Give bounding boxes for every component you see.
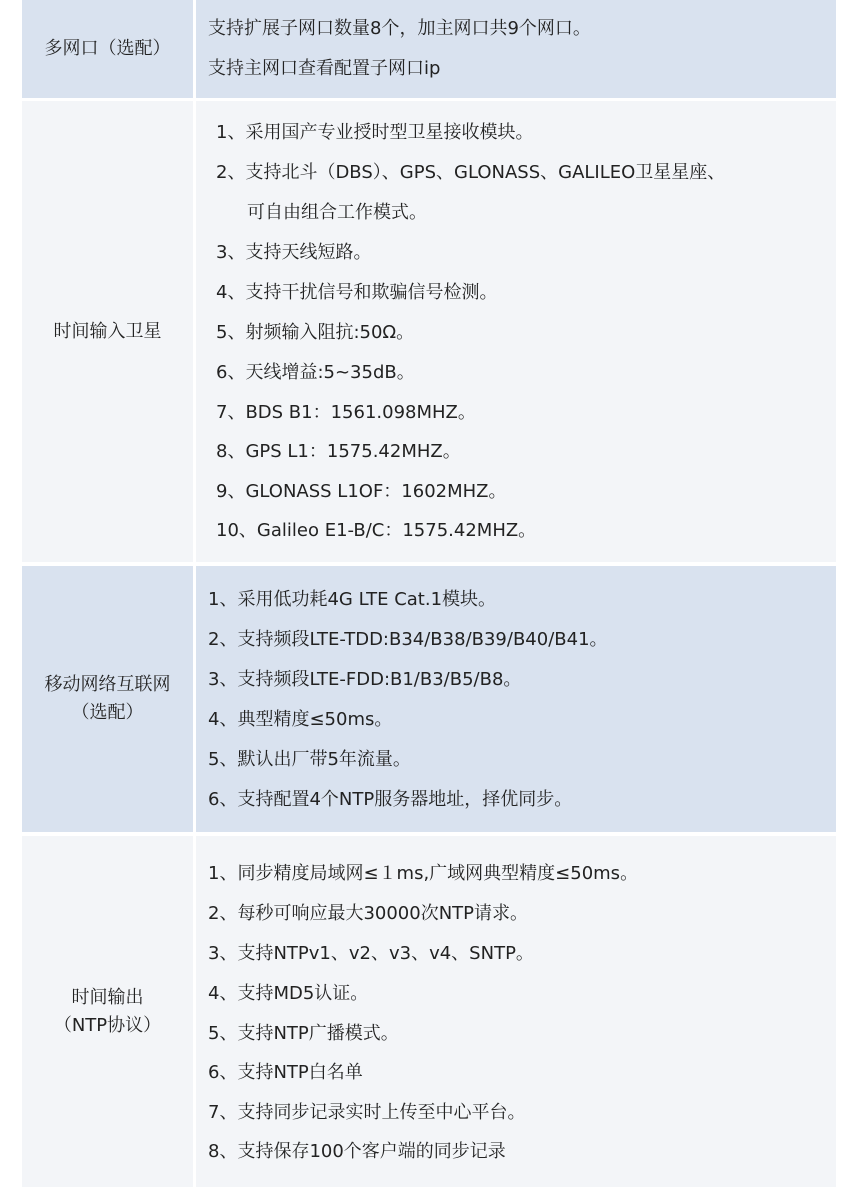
row-content-cell: [196, 836, 836, 1187]
spec-row-ntp-output: [22, 836, 836, 1187]
row-label-line: 时间输入卫星: [53, 320, 162, 342]
spec-row-multi-port: [22, 0, 836, 98]
list-item: 6、支持配置4个NTP服务器地址，择优同步。: [208, 789, 573, 810]
list-item: 3、支持频段LTE-FDD:B1/B3/B5/B8。: [208, 669, 522, 690]
list-item: 2、支持频段LTE-TDD:B34/B38/B39/B40/B41。: [208, 629, 608, 650]
list-item: 9、GLONASS L1OF：1602MHZ。: [216, 481, 507, 502]
list-item: 7、BDS B1：1561.098MHZ。: [216, 402, 476, 423]
list-item: 10、Galileo E1-B/C：1575.42MHZ。: [216, 520, 537, 541]
list-item: 3、支持天线短路。: [216, 242, 372, 263]
row-content-cell: [196, 101, 836, 562]
row-content-cell: [196, 566, 836, 832]
list-item: 5、支持NTP广播模式。: [208, 1023, 399, 1044]
row-label-cell: [22, 836, 193, 1187]
spec-row-satellite-input: [22, 101, 836, 562]
list-item: 1、同步精度局域网≤１ms,广域网典型精度≤50ms。: [208, 863, 639, 884]
row-content-cell: [196, 0, 836, 98]
list-item: 2、支持北斗（DBS）、GPS、GLONASS、GALILEO卫星星座、: [216, 162, 726, 183]
list-item: 可自由组合工作模式。: [247, 202, 427, 223]
row-label-line: 移动网络互联网: [44, 674, 171, 695]
list-item: 5、射频输入阻抗:50Ω。: [216, 322, 415, 343]
list-item: 8、GPS L1：1575.42MHZ。: [216, 441, 461, 462]
row-label-cell: [22, 101, 193, 562]
row-label-line: 时间输出: [71, 986, 144, 1008]
list-item: 6、支持NTP白名单: [208, 1062, 363, 1083]
list-item: 1、采用低功耗4G LTE Cat.1模块。: [208, 589, 497, 610]
list-item: 3、支持NTPv1、v2、v3、v4、SNTP。: [208, 943, 534, 964]
list-item: 8、支持保存100个客户端的同步记录: [208, 1141, 506, 1162]
list-item: 4、典型精度≤50ms。: [208, 709, 393, 730]
row-label-cell: [22, 566, 193, 832]
spec-row-mobile-network: [22, 566, 836, 832]
row-label-cell: [22, 0, 193, 98]
row-label-line: 多网口（选配）: [44, 38, 171, 59]
list-item: 支持扩展子网口数量8个，加主网口共9个网口。: [208, 18, 591, 39]
list-item: 4、支持干扰信号和欺骗信号检测。: [216, 282, 498, 303]
list-item: 6、天线增益:5~35dB。: [216, 362, 415, 383]
row-label-line: （NTP协议）: [53, 1014, 162, 1036]
list-item: 5、默认出厂带5年流量。: [208, 749, 411, 770]
list-item: 1、采用国产专业授时型卫星接收模块。: [216, 122, 534, 143]
row-label-line: （选配）: [71, 702, 144, 723]
list-item: 7、支持同步记录实时上传至中心平台。: [208, 1102, 526, 1123]
list-item: 2、每秒可响应最大30000次NTP请求。: [208, 903, 529, 924]
list-item: 支持主网口查看配置子网口ip: [208, 58, 441, 79]
list-item: 4、支持MD5认证。: [208, 983, 369, 1004]
